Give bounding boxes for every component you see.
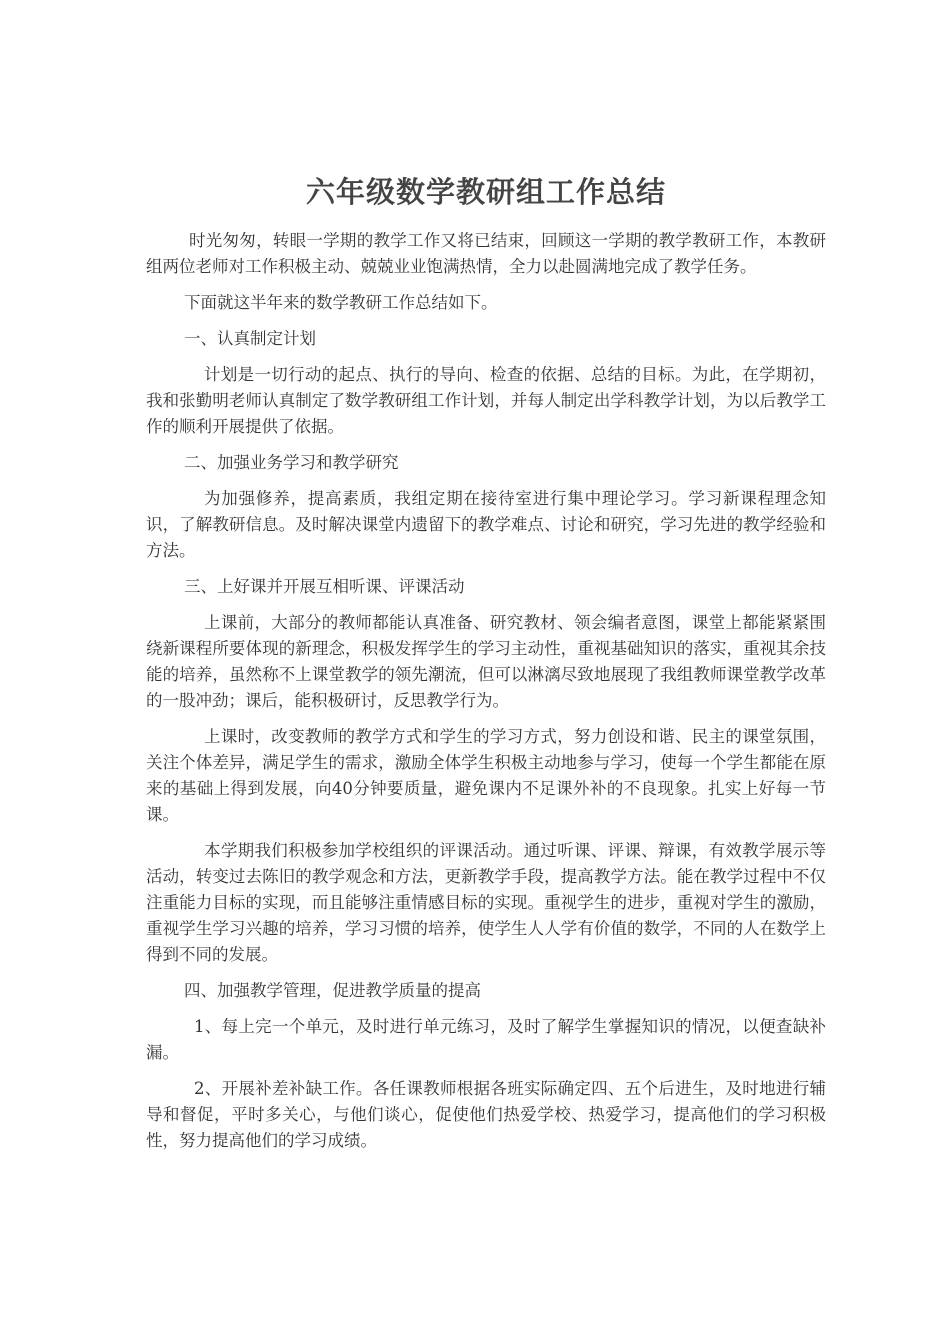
intro-paragraph: 时光匆匆，转眼一学期的教学工作又将已结束，回顾这一学期的教学教研工作，本教研组两位老师对工作积极主动、兢兢业业饱满热情，全力以赴圆满地完成了教学任务。 xyxy=(146,231,826,276)
study-paragraph: 为加强修养，提高素质，我组定期在接待室进行集中理论学习。学习新课程理念知识，了解教研信息。及时解决课堂内遗留下的教学难点、讨论和研究，学习先进的教学经验和方法。 xyxy=(146,489,826,560)
lessons-paragraph-3: 本学期我们积极参加学校组织的评课活动。通过听课、评课、辩课，有效教学展示等活动，转变过去陈旧的教学观念和方法，更新教学手段，提高教学方法。能在教学过程中不仅注重能力目标的实现，而且能够注重情感目标的实现。重视学生的进步，重视对学生的激励，重视学生学习兴趣的培养，学习习惯的培养，使学生人人学有价值的数学，不同的人在数学上得到不同的发展。 xyxy=(146,841,826,964)
plan-paragraph: 计划是一切行动的起点、执行的导向、检查的依据、总结的目标。为此，在学期初，我和张勤明老师认真制定了数学教研组工作计划，并每人制定出学科教学计划，为以后教学工作的顺利开展提供了依据。 xyxy=(146,365,826,436)
document-page xyxy=(146,168,826,1164)
document-title: 六年级数学教研组工作总结 xyxy=(305,175,666,209)
section-heading-lessons: 三、上好课并开展互相听课、评课活动 xyxy=(184,577,465,596)
section-heading-management: 四、加强教学管理，促进教学质量的提高 xyxy=(184,981,481,1000)
lessons-paragraph-2: 上课时，改变教师的教学方式和学生的学习方式，努力创设和谐、民主的课堂氛围，关注个体差异，满足学生的需求，激励全体学生积极主动地参与学习，使每一个学生都能在原来的基础上得到发展，向40分钟要质量，避免课内不足课外补的不良现象。扎实上好每一节课。 xyxy=(146,727,826,824)
lessons-paragraph-1: 上课前，大部分的教师都能认真准备、研究教材、领会编者意图，课堂上都能紧紧围绕新课程所要体现的新理念，积极发挥学生的学习主动性，重视基础知识的落实，重视其余技能的培养，虽然称不上课堂教学的领先潮流，但可以淋漓尽致地展现了我组教师课堂教学改革的一股冲劲；课后，能积极研讨，反思教学行为。 xyxy=(146,613,826,710)
summary-lead-paragraph: 下面就这半年来的数学教研工作总结如下。 xyxy=(184,293,498,312)
management-item-1: 1、每上完一个单元，及时进行单元练习，及时了解学生掌握知识的情况，以便查缺补漏。 xyxy=(146,1017,826,1062)
section-heading-study: 二、加强业务学习和教学研究 xyxy=(184,453,399,472)
section-heading-plan: 一、认真制定计划 xyxy=(184,329,316,348)
management-item-2: 2、开展补差补缺工作。各任课教师根据各班实际确定四、五个后进生，及时地进行辅导和督促，平时多关心，与他们谈心，促使他们热爱学校、热爱学习，提高他们的学习积极性，努力提高他们的学习成绩。 xyxy=(146,1079,826,1150)
